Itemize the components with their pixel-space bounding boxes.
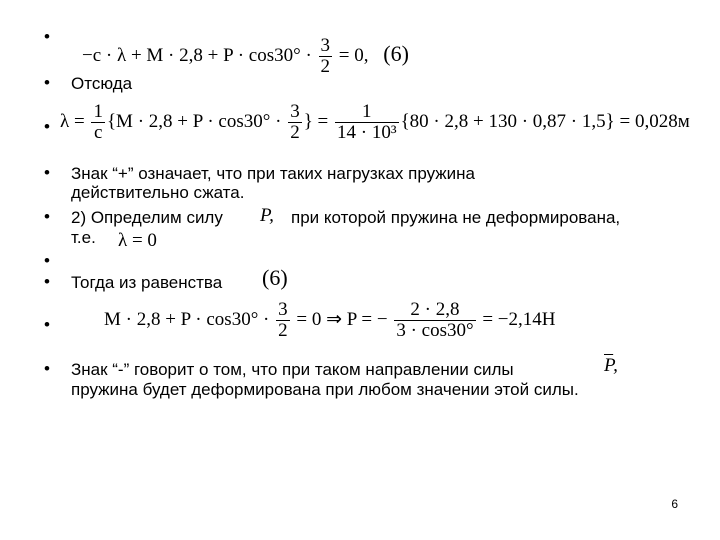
bullet: •: [44, 207, 50, 226]
fraction: [319, 36, 333, 77]
fraction: [276, 300, 290, 341]
force-p-vector-symbol: [604, 356, 618, 375]
equation-part: {M · 2,8 + P · cos30° ·: [106, 110, 287, 132]
fraction: [91, 102, 105, 143]
text-plus-line1: Знак “+” означает, что при таких нагрузках пружина: [71, 164, 475, 183]
force-p-comma: ,: [613, 355, 618, 376]
equation-6: [82, 36, 409, 77]
text-otsyuda: Отсюда: [71, 74, 133, 93]
force-p-symbol: P,: [260, 205, 274, 226]
fraction-numerator: 2 · 2,8: [394, 300, 475, 321]
equation-part: = −2,14Н: [477, 308, 556, 330]
text-togda: Тогда из равенства: [71, 273, 223, 292]
equation-part: {80 · 2,8 + 130 · 0,87 · 1,5} = 0,028м: [400, 110, 690, 132]
force-p-letter: $\overline{P}$: [604, 355, 614, 376]
equation-part: = 0 ⇒ P = −: [291, 308, 393, 330]
fraction-numerator: 3: [290, 101, 300, 122]
bullet: •: [44, 163, 50, 182]
fraction-numerator: 1: [93, 101, 103, 122]
fraction-numerator: 3: [278, 299, 288, 320]
force-formula: [104, 300, 556, 341]
equation-part: = 0,: [334, 44, 369, 66]
lambda-formula: [60, 102, 690, 143]
equation-tag: (6): [383, 40, 409, 66]
text-define-force-a: 2) Определим силу: [71, 208, 223, 227]
fraction: [288, 102, 302, 143]
bullet: •: [44, 359, 50, 378]
equation-part: −c · λ + M · 2,8 + P · cos30° ·: [82, 44, 317, 66]
text-minus-line2: пружина будет деформирована при любом значении этой силы.: [71, 380, 579, 399]
bullet: •: [44, 272, 50, 291]
fraction-denominator: 2: [320, 56, 331, 77]
fraction-denominator: c: [93, 122, 103, 143]
bullet: •: [44, 73, 50, 92]
bullet: •: [44, 315, 50, 334]
text-te: т.е.: [71, 228, 96, 247]
fraction: [394, 300, 475, 341]
text-plus-line2: действительно сжата.: [71, 183, 245, 202]
equation-part: M · 2,8 + P · cos30° ·: [104, 308, 275, 330]
equation-part: λ =: [60, 110, 90, 132]
text-define-force-b: при которой пружина не деформирована,: [291, 208, 621, 227]
fraction-numerator: 3: [320, 35, 331, 56]
fraction-denominator: 2: [290, 122, 300, 143]
bullet: •: [44, 251, 50, 270]
equation-tag: (6): [262, 265, 288, 290]
fraction-numerator: 1: [335, 102, 399, 123]
lambda-zero: λ = 0: [118, 230, 157, 251]
fraction-denominator: 14 · 10³: [337, 122, 397, 143]
equation-part: } =: [303, 110, 334, 132]
fraction: [335, 102, 399, 143]
bullet: •: [44, 27, 50, 46]
fraction-denominator: 2: [278, 320, 288, 341]
fraction-denominator: 3 · cos30°: [396, 320, 474, 341]
page-number: 6: [671, 497, 678, 511]
bullet: •: [44, 117, 50, 136]
text-minus-line1: Знак “-” говорит о том, что при таком направлении силы: [71, 360, 514, 379]
